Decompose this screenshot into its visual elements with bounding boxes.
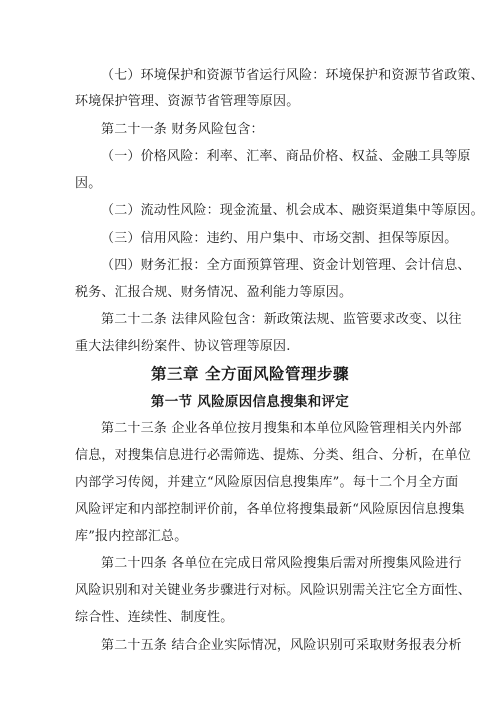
paragraph-line: 环境保护管理、资源节省管理等原因。 — [75, 94, 300, 109]
paragraph-line: 信息，对搜集信息进行必需筛选、提炼、分类、组合、分析，在单位 — [75, 448, 472, 463]
paragraph-line: （一）价格风险：利率、汇率、商品价格、权益、金融工具等原 — [101, 149, 471, 164]
paragraph-line: 税务、汇报合规、财务情况、盈利能力等原因。 — [75, 285, 353, 300]
article-25-line: 第二十五条 结合企业实际情况，风险识别可采取财务报表分析 — [101, 638, 462, 653]
paragraph-line: （四）财务汇报：全方面预算管理、资金计划管理、会计信息、 — [101, 258, 471, 273]
paragraph-line: （三）信用风险：违约、用户集中、市场交割、担保等原因。 — [101, 231, 458, 246]
article-23-line: 第二十三条 企业各单位按月搜集和本单位风险管理相关内外部 — [101, 421, 462, 436]
article-24-line: 第二十四条 各单位在完成日常风险搜集后需对所搜集风险进行 — [101, 556, 462, 571]
paragraph-line: 库”报内控部汇总。 — [75, 529, 188, 544]
article-22-line: 第二十二条 法律风险包含：新政策法规、监管要求改变、以往 — [101, 312, 462, 327]
paragraph-line: 内部学习传阅，并建立“风险原因信息搜集库”。每十二个月全方面 — [75, 475, 459, 490]
paragraph-line: 综合性、连续性、制度性。 — [75, 610, 234, 625]
paragraph-line: 重大法律纠纷案件、协议管理等原因. — [75, 339, 291, 354]
chapter-title: 第三章 全方面风险管理步骤 — [151, 364, 349, 383]
paragraph-line: （二）流动性风险：现金流量、机会成本、融资渠道集中等原因。 — [101, 203, 484, 218]
article-21-heading: 第二十一条 财务风险包含： — [101, 122, 264, 137]
section-title: 第一节 风险原因信息搜集和评定 — [150, 394, 350, 410]
paragraph-line: 因。 — [75, 176, 102, 191]
paragraph-line: （七）环境保护和资源节省运行风险：环境保护和资源节省政策、 — [101, 68, 484, 83]
paragraph-line: 风险识别和对关键业务步骤进行对标。风险识别需关注它全方面性、 — [75, 583, 472, 598]
paragraph-line: 风险评定和内部控制评价前，各单位将搜集最新“风险原因信息搜集 — [75, 502, 465, 517]
